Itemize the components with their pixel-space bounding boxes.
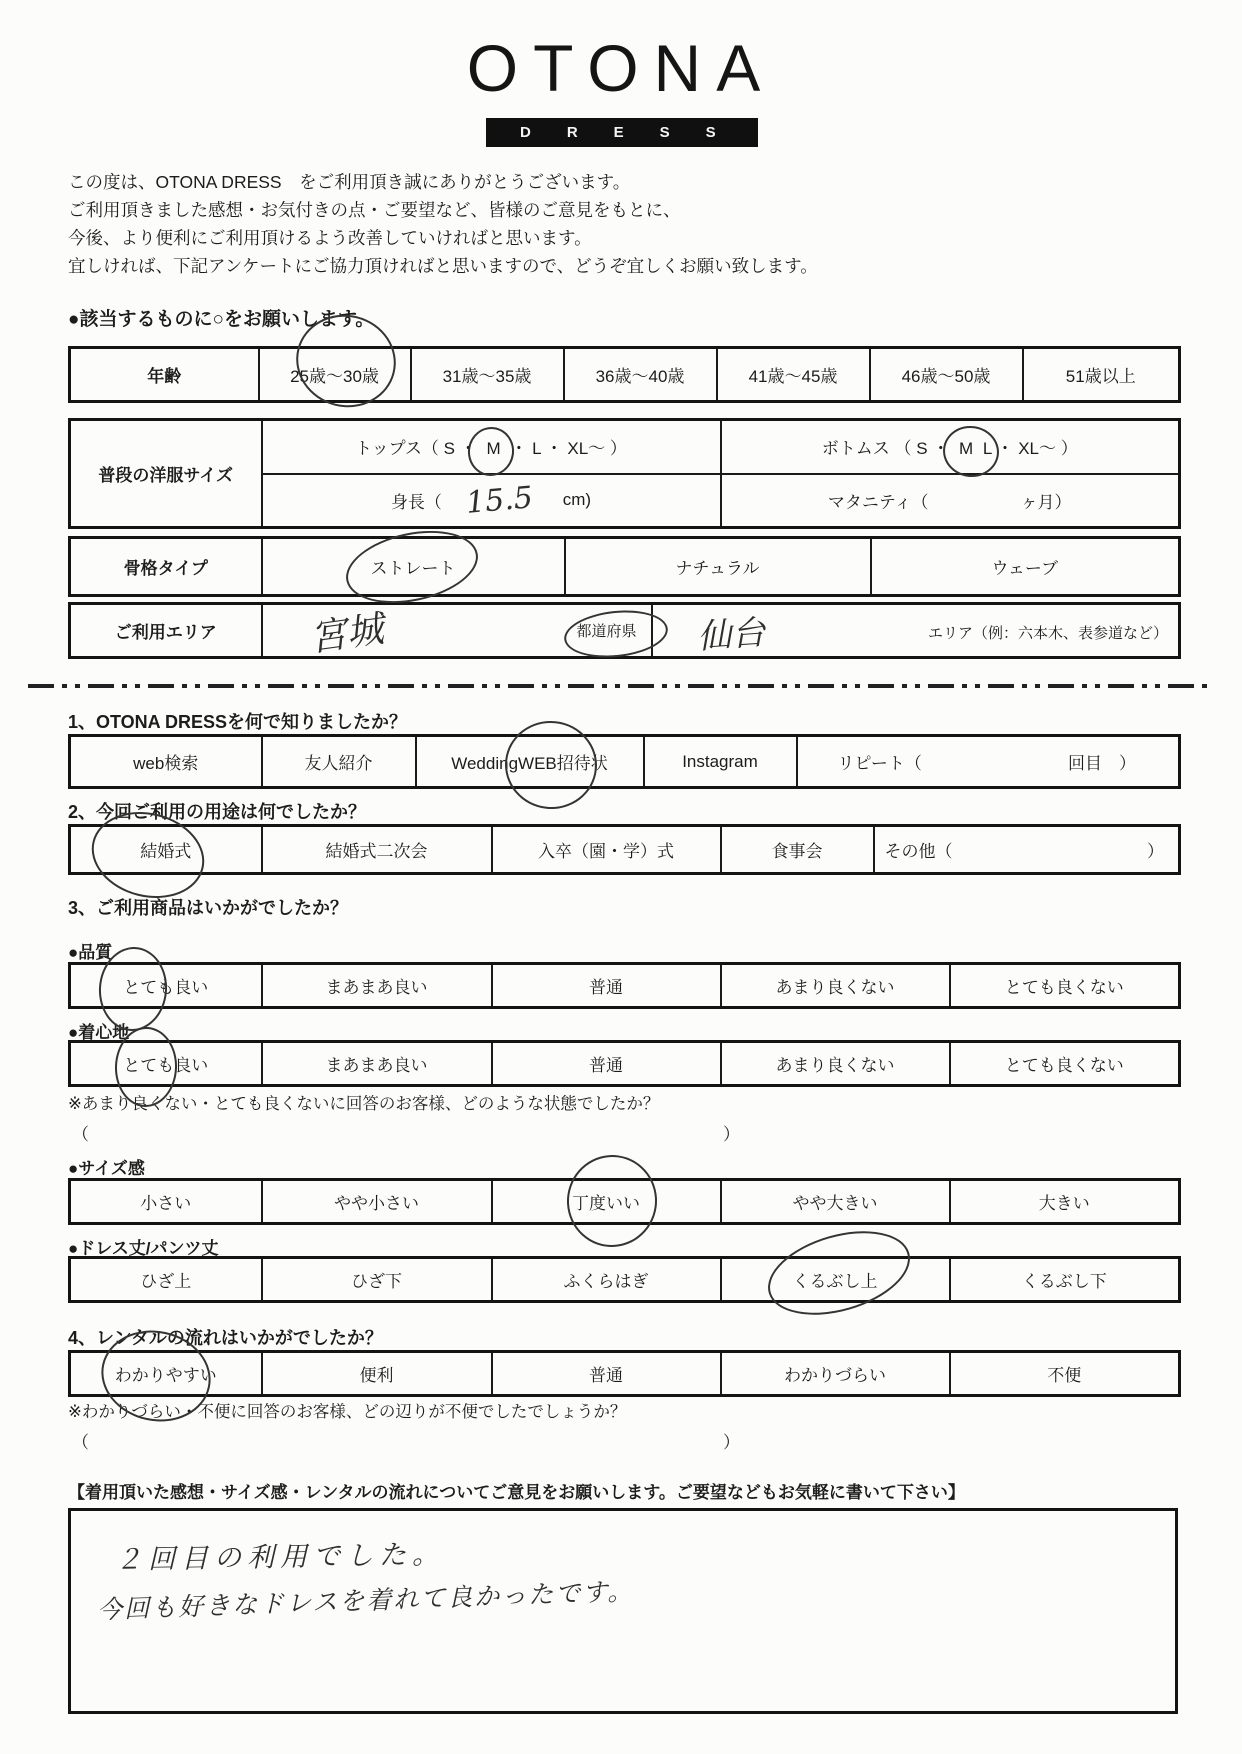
size-feel-table xyxy=(68,1178,1181,1225)
q4-option-cell xyxy=(70,1352,262,1396)
comfort-option-text: とても良くない xyxy=(1004,1056,1124,1075)
quality-option-cell xyxy=(492,964,721,1008)
comment-box xyxy=(68,1508,1178,1714)
area-table xyxy=(68,602,1181,659)
size-table xyxy=(68,418,1181,529)
quality-option-cell xyxy=(262,964,492,1008)
q2-table xyxy=(68,824,1181,875)
comment-heading: 【着用頂いた感想・サイズ感・レンタルの流れについてご意見をお願いします。ご要望などもお気軽に書いて下さい】 xyxy=(68,1483,965,1502)
height-handwritten-value: 15.5 xyxy=(464,479,535,521)
height-cell xyxy=(262,474,721,528)
comfort-option-cell xyxy=(721,1042,950,1086)
prefecture-suffix-text: 都道府県 xyxy=(576,623,637,640)
comfort-option-text: とても良い xyxy=(123,1056,209,1075)
comfort-note-answer-line xyxy=(72,1120,740,1145)
age-label: 年齢 xyxy=(70,348,259,402)
hem-length-option-cell xyxy=(70,1258,262,1302)
body-type-option-cell xyxy=(262,538,565,596)
quality-option-text: とても良い xyxy=(123,978,209,997)
maternity-unit-text: ヶ月） xyxy=(1020,492,1072,512)
q1-repeat-cell xyxy=(797,736,1180,788)
body-type-option-cell xyxy=(565,538,871,596)
q4-option-cell xyxy=(492,1352,721,1396)
body-type-option-text: ウェーブ xyxy=(991,559,1058,578)
q4-option-text: わかりやすい xyxy=(114,1366,217,1385)
q1-option-text: Instagram xyxy=(682,751,758,771)
quality-option-text: あまり良くない xyxy=(775,978,895,997)
hem-length-option-cell xyxy=(262,1258,492,1302)
q2-other-cell xyxy=(874,826,1180,874)
q2-option-text: 結婚式二次会 xyxy=(325,842,428,861)
comment-handwritten-line: 今回も好きなドレスを着れて良かったです。 xyxy=(96,1576,635,1625)
q4-option-cell xyxy=(950,1352,1180,1396)
age-option-text: 46歳〜50歳 xyxy=(901,367,991,386)
area-label: ご利用エリア xyxy=(70,604,262,658)
comfort-option-cell xyxy=(950,1042,1180,1086)
bottoms-prefix-text: ボトムス （ S ・ xyxy=(821,439,950,459)
tops-prefix-text: トップス（ S ・ xyxy=(355,439,477,459)
q2-other-suffix: ） xyxy=(1147,842,1164,861)
dashed-separator xyxy=(28,684,1214,688)
q1-repeat-prefix: リピート（ xyxy=(837,754,922,773)
q1-option-text: 友人紹介 xyxy=(304,754,373,773)
q1-option-cell xyxy=(644,736,797,788)
tops-m-option xyxy=(481,439,505,459)
hem-length-option-cell xyxy=(492,1258,721,1302)
q4-title: 4、レンタルの流れはいかがでしたか？ xyxy=(68,1328,383,1348)
intro-line: ご利用頂きました感想・お気付きの点・ご要望など、皆様のご意見をもとに、 xyxy=(68,200,681,220)
body-type-option-text: ナチュラル xyxy=(675,559,760,578)
hem-length-option-cell xyxy=(721,1258,950,1302)
hem-length-option-text: ふくらはぎ xyxy=(563,1272,649,1291)
height-unit-text: cm) xyxy=(562,490,592,510)
age-table xyxy=(68,346,1181,403)
comfort-option-cell xyxy=(492,1042,721,1086)
comfort-option-text: 普通 xyxy=(589,1056,623,1075)
quality-option-text: とても良くない xyxy=(1004,978,1124,997)
q2-option-cell xyxy=(721,826,874,874)
q4-note: ※わかりづらい・不便に回答のお客様、どの辺りが不便でしたでしょうか？ xyxy=(68,1403,627,1421)
hem-length-option-text: ひざ下 xyxy=(351,1272,402,1291)
q1-title: 1、OTONA DRESSを何で知りましたか？ xyxy=(68,712,408,732)
paren-close: ） xyxy=(723,1125,740,1144)
paren-close: ） xyxy=(723,1433,740,1452)
body-type-label: 骨格タイプ xyxy=(70,538,262,596)
age-option-text: 36歳〜40歳 xyxy=(595,367,685,386)
height-label-text: 身長（ xyxy=(390,492,442,512)
quality-option-cell xyxy=(721,964,950,1008)
city-handwritten-value: 仙台 xyxy=(695,612,767,658)
q1-option-cell xyxy=(262,736,416,788)
intro-line: この度は、OTONA DRESS をご利用頂き誠にありがとうございます。 xyxy=(68,172,631,192)
quality-label: ●品質 xyxy=(68,943,113,962)
q2-other-prefix: その他（ xyxy=(884,842,953,861)
paren-open: （ xyxy=(72,1125,89,1144)
q4-option-text: わかりづらい xyxy=(784,1366,886,1385)
prefecture-cell xyxy=(262,604,652,658)
size-feel-option-text: 丁度いい xyxy=(572,1194,640,1213)
comfort-label: ●着心地 xyxy=(68,1023,130,1042)
size-feel-option-text: やや大きい xyxy=(792,1194,878,1213)
city-cell xyxy=(652,604,1180,658)
q3-title: 3、ご利用商品はいかがでしたか？ xyxy=(68,898,349,918)
hem-length-table xyxy=(68,1256,1181,1303)
age-option-cell xyxy=(259,348,411,402)
size-label: 普段の洋服サイズ xyxy=(70,420,262,528)
comment-handwritten-line: ２回目の利用でした。 xyxy=(114,1539,446,1576)
q1-option-text: WeddingWEB招待状 xyxy=(451,754,608,773)
size-feel-option-cell xyxy=(492,1180,721,1224)
intro-paragraph xyxy=(68,168,818,280)
age-option-text: 51歳以上 xyxy=(1065,367,1136,386)
q1-repeat-suffix: 回目 ） xyxy=(1068,754,1136,773)
size-feel-option-cell xyxy=(950,1180,1180,1224)
comfort-option-cell xyxy=(70,1042,262,1086)
q4-table xyxy=(68,1350,1181,1397)
quality-option-cell xyxy=(950,964,1180,1008)
quality-option-text: 普通 xyxy=(589,978,623,997)
body-type-table xyxy=(68,536,1181,597)
size-feel-option-text: 小さい xyxy=(140,1194,192,1213)
body-type-option-text: ストレート xyxy=(370,559,456,578)
q4-option-cell xyxy=(262,1352,492,1396)
hem-length-option-cell xyxy=(950,1258,1180,1302)
hem-length-option-text: ひざ上 xyxy=(140,1272,192,1291)
brand-logo-dress-bar: DRESS xyxy=(486,118,758,147)
size-feel-option-cell xyxy=(721,1180,950,1224)
q4-note-answer-line xyxy=(72,1428,740,1453)
prefecture-handwritten-value: 宮城 xyxy=(306,607,386,660)
q4-option-text: 不便 xyxy=(1047,1366,1082,1385)
tops-suffix-text: ・ L ・ XL〜 ） xyxy=(510,439,627,459)
size-feel-option-cell xyxy=(262,1180,492,1224)
tops-size-cell xyxy=(262,420,721,474)
q1-option-cell xyxy=(70,736,262,788)
q1-option-text: web検索 xyxy=(133,754,199,773)
q2-option-text: 入卒（園・学）式 xyxy=(538,842,674,861)
age-option-text: 25歳〜30歳 xyxy=(290,367,379,386)
comfort-table xyxy=(68,1040,1181,1087)
hem-length-option-text: くるぶし下 xyxy=(1021,1272,1107,1291)
comfort-option-cell xyxy=(262,1042,492,1086)
q4-option-text: 普通 xyxy=(589,1366,623,1385)
q2-option-cell xyxy=(70,826,262,874)
q2-option-text: 結婚式 xyxy=(140,842,192,861)
comfort-option-text: まあまあ良い xyxy=(325,1056,428,1075)
intro-line: 宜しければ、下記アンケートにご協力頂ければと思いますので、どうぞ宜しくお願い致します。 xyxy=(68,256,818,276)
q1-option-cell xyxy=(416,736,644,788)
age-option-text: 41歳〜45歳 xyxy=(748,367,838,386)
q4-option-text: 便利 xyxy=(359,1366,394,1385)
prefecture-suffix xyxy=(576,620,636,641)
quality-table xyxy=(68,962,1181,1009)
q2-option-cell xyxy=(262,826,492,874)
q4-option-cell xyxy=(721,1352,950,1396)
quality-option-cell xyxy=(70,964,262,1008)
age-option-cell xyxy=(717,348,870,402)
maternity-cell xyxy=(721,474,1180,528)
bottoms-suffix-text: L ・ XL〜 ） xyxy=(982,439,1078,459)
bottoms-m-option xyxy=(954,439,978,459)
body-type-option-cell xyxy=(871,538,1180,596)
age-option-cell xyxy=(564,348,717,402)
age-option-cell xyxy=(1023,348,1180,402)
q2-title: 2、今回ご利用の用途は何でしたか？ xyxy=(68,802,367,822)
tops-m-text: M xyxy=(486,439,501,459)
hem-length-option-text: くるぶし上 xyxy=(792,1272,878,1291)
comfort-note: ※あまり良くない・とても良くないに回答のお客様、どのような状態でしたか？ xyxy=(68,1095,660,1113)
size-feel-option-text: 大きい xyxy=(1038,1194,1090,1213)
instruction-heading: ●該当するものに○をお願いします。 xyxy=(68,309,375,330)
q2-option-text: 食事会 xyxy=(771,842,823,861)
q1-table xyxy=(68,734,1181,789)
q2-option-cell xyxy=(492,826,721,874)
age-option-text: 31歳〜35歳 xyxy=(442,367,532,386)
size-feel-option-text: やや小さい xyxy=(334,1194,419,1213)
size-feel-option-cell xyxy=(70,1180,262,1224)
quality-option-text: まあまあ良い xyxy=(325,978,428,997)
age-option-cell xyxy=(870,348,1023,402)
age-option-cell xyxy=(411,348,564,402)
hem-length-label: ●ドレス丈/パンツ丈 xyxy=(68,1239,219,1258)
bottoms-m-text: M xyxy=(959,439,974,459)
brand-logo-text: OTONA xyxy=(466,31,776,105)
bottoms-size-cell xyxy=(721,420,1180,474)
paren-open: （ xyxy=(72,1433,89,1452)
intro-line: 今後、より便利にご利用頂けるよう改善していければと思います。 xyxy=(68,228,592,248)
area-hint-text: エリア（例：六本木、表参道など） xyxy=(927,625,1168,642)
comfort-option-text: あまり良くない xyxy=(775,1056,895,1075)
size-feel-label: ●サイズ感 xyxy=(68,1159,145,1178)
maternity-label-text: マタニティ（ xyxy=(827,492,929,512)
